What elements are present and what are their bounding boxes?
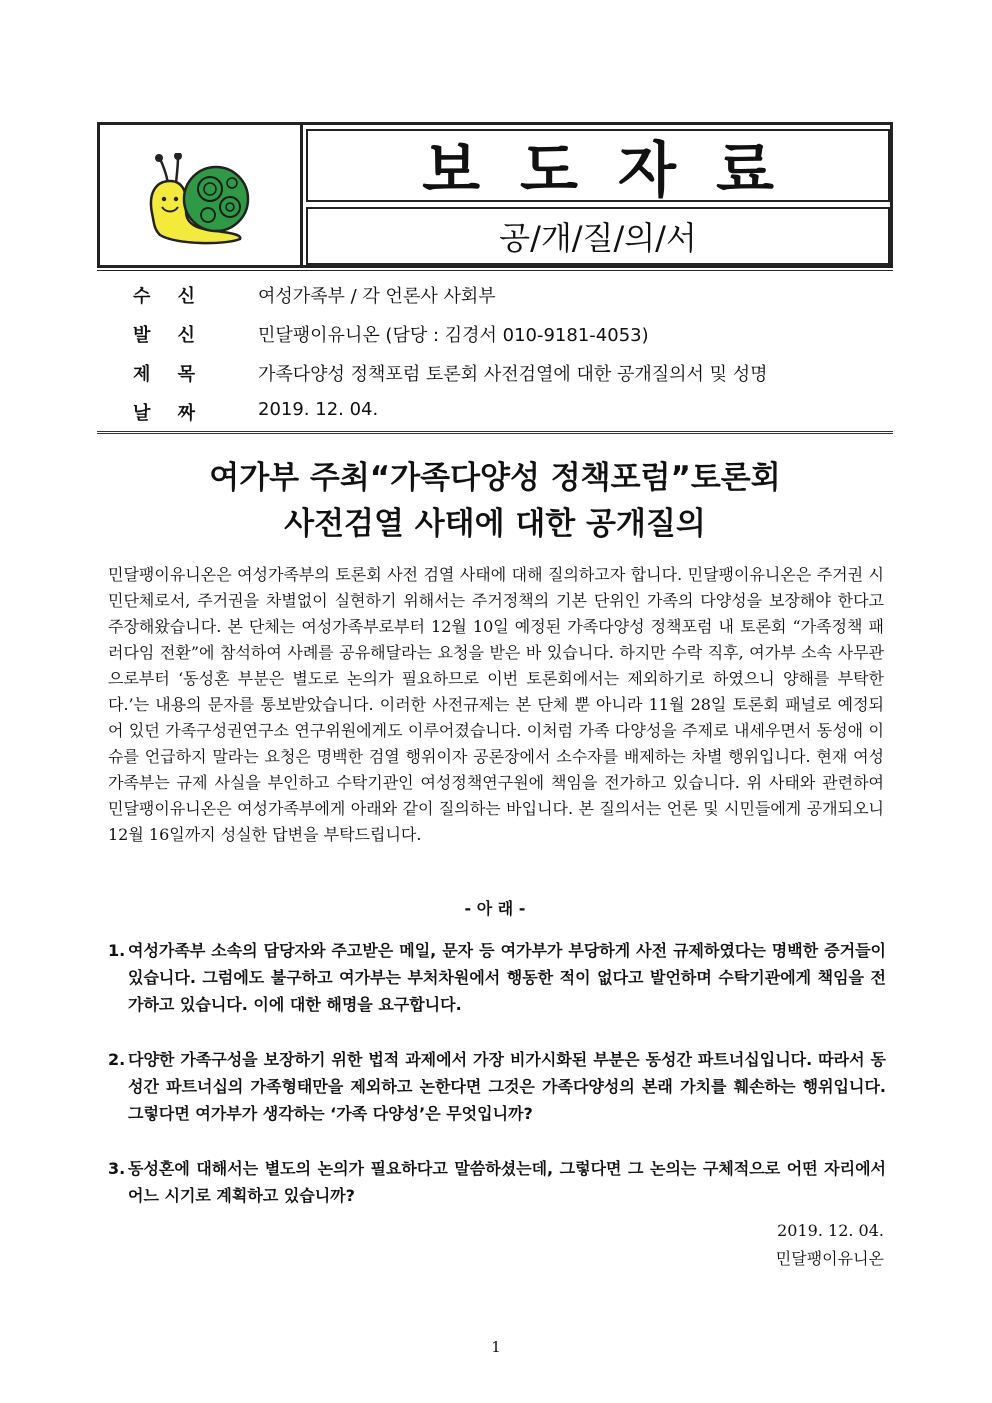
meta-row-recipient — [97, 282, 893, 321]
signature-block — [776, 1217, 884, 1273]
question-text: 동성혼에 대해서는 별도의 논의가 필요하다고 말씀하셨는데, 그렇다면 그 논의는 구체적으로 어떤 자리에서 어느 시기로 계획하고 있습니까? — [128, 1159, 886, 1205]
question-item — [108, 1046, 886, 1127]
meta-key-char: 제 — [133, 364, 151, 385]
meta-key — [133, 282, 195, 308]
question-item — [108, 937, 886, 1018]
headline-line-1: 여가부 주최“가족다양성 정책포럼”토론회 — [209, 460, 781, 496]
meta-value: 민달팽이유니온 (담당 : 김경서 010-9181-4053) — [258, 325, 649, 346]
question-number: 2. — [108, 1050, 126, 1069]
meta-key-char: 발 — [133, 325, 151, 346]
question-item — [108, 1155, 886, 1209]
headline-line-2: 사전검열 사태에 대한 공개질의 — [284, 506, 706, 542]
body-paragraph: 민달팽이유니온은 여성가족부의 토론회 사전 검열 사태에 대해 질의하고자 합니다. 민달팽이유니온은 주거권 시민단체로서, 주거권을 차별없이 실현하기 위해서는 주거정책의 기본 단위인 가족의 다양성을 보장해야 한다고 주장해왔습니다. 본 단체는 여성가족부로부터 12월 10일 예정된 가족다양성 정책포럼 내 토론회 “가족정책 패러다임 전환”에 참석하여 사례를 공유해달라는 요청을 받은 바 있습니다. 하지만 수락 직후, 여가부 소속 사무관으로부터 ‘동성혼 부분은 별도로 논의가 필요하므로 이번 토론회에서는 제외하기로 하였으니 양해를 부탁한다.’는 내용의 문자를 통보받았습니다. 이러한 사전규제는 본 단체 뿐 아니라 11월 28일 토론회 패널로 예정되어 있던 가족구성권연구소 연구위원에게도 이루어졌습니다. 이처럼 가족 다양성을 주제로 내세우면서 동성애 이슈를 언급하지 말라는 요청은 명백한 검열 행위이자 공론장에서 소수자를 배제하는 차별 행위입니다. 현재 여성가족부는 규제 사실을 부인하고 수탁기관인 여성정책연구원에 책임을 전가하고 있습니다. 위 사태와 관련하여 민달팽이유니온은 여성가족부에게 아래와 같이 질의하는 바입니다. 본 질의서는 언론 및 시민들에게 공개되오니 12월 16일까지 성실한 답변을 부탁드립니다. — [108, 565, 884, 844]
meta-key — [133, 360, 195, 386]
meta-value: 여성가족부 / 각 언론사 사회부 — [258, 286, 496, 307]
signature-date: 2019. 12. 04. — [777, 1221, 884, 1240]
meta-key-char: 목 — [177, 364, 195, 385]
question-list — [108, 937, 886, 1237]
meta-key-char: 짜 — [177, 403, 195, 424]
question-number: 3. — [108, 1159, 126, 1178]
notice-heading: - 아 래 - — [464, 899, 526, 918]
headline — [97, 455, 893, 547]
meta-row-subject — [97, 360, 893, 399]
meta-row-sender — [97, 321, 893, 360]
divider — [97, 431, 893, 434]
meta-key-char: 날 — [133, 403, 151, 424]
signature-org: 민달팽이유니온 — [775, 1249, 884, 1268]
meta-key-char: 신 — [177, 286, 195, 307]
page-number: 1 — [491, 1338, 501, 1356]
question-text: 여성가족부 소속의 담당자와 주고받은 메일, 문자 등 여가부가 부당하게 사전 규제하였다는 명백한 증거들이 있습니다. 그럼에도 불구하고 여가부는 부처차원에서 행동한 적이 없다고 발언하며 수탁기관에게 책임을 전가하고 있습니다. 이에 대한 해명을 요구합니다. — [128, 941, 886, 1014]
document-subtitle: 공/개/질/의/서 — [306, 207, 890, 265]
meta-value: 2019. 12. 04. — [258, 399, 379, 420]
meta-key — [133, 321, 195, 347]
document-title: 보도자료 — [306, 129, 890, 202]
meta-key — [133, 399, 195, 425]
meta-value: 가족다양성 정책포럼 토론회 사전검열에 대한 공개질의서 및 성명 — [258, 364, 768, 385]
question-number: 1. — [108, 941, 126, 960]
meta-key-char: 신 — [177, 325, 195, 346]
meta-table — [97, 282, 893, 438]
divider — [97, 270, 893, 271]
question-text: 다양한 가족구성을 보장하기 위한 법적 과제에서 가장 비가시화된 부분은 동성간 파트너십입니다. 따라서 동성간 파트너십의 가족형태만을 제외하고 논한다면 그것은 가족다양성의 본래 가치를 훼손하는 행위입니다. 그렇다면 여가부가 생각하는 ‘가족 다양성’은 무엇입니까? — [128, 1050, 886, 1123]
logo-cell — [100, 125, 303, 265]
meta-key-char: 수 — [133, 286, 151, 307]
snail-logo-icon — [146, 153, 256, 245]
press-release-header — [97, 122, 893, 268]
